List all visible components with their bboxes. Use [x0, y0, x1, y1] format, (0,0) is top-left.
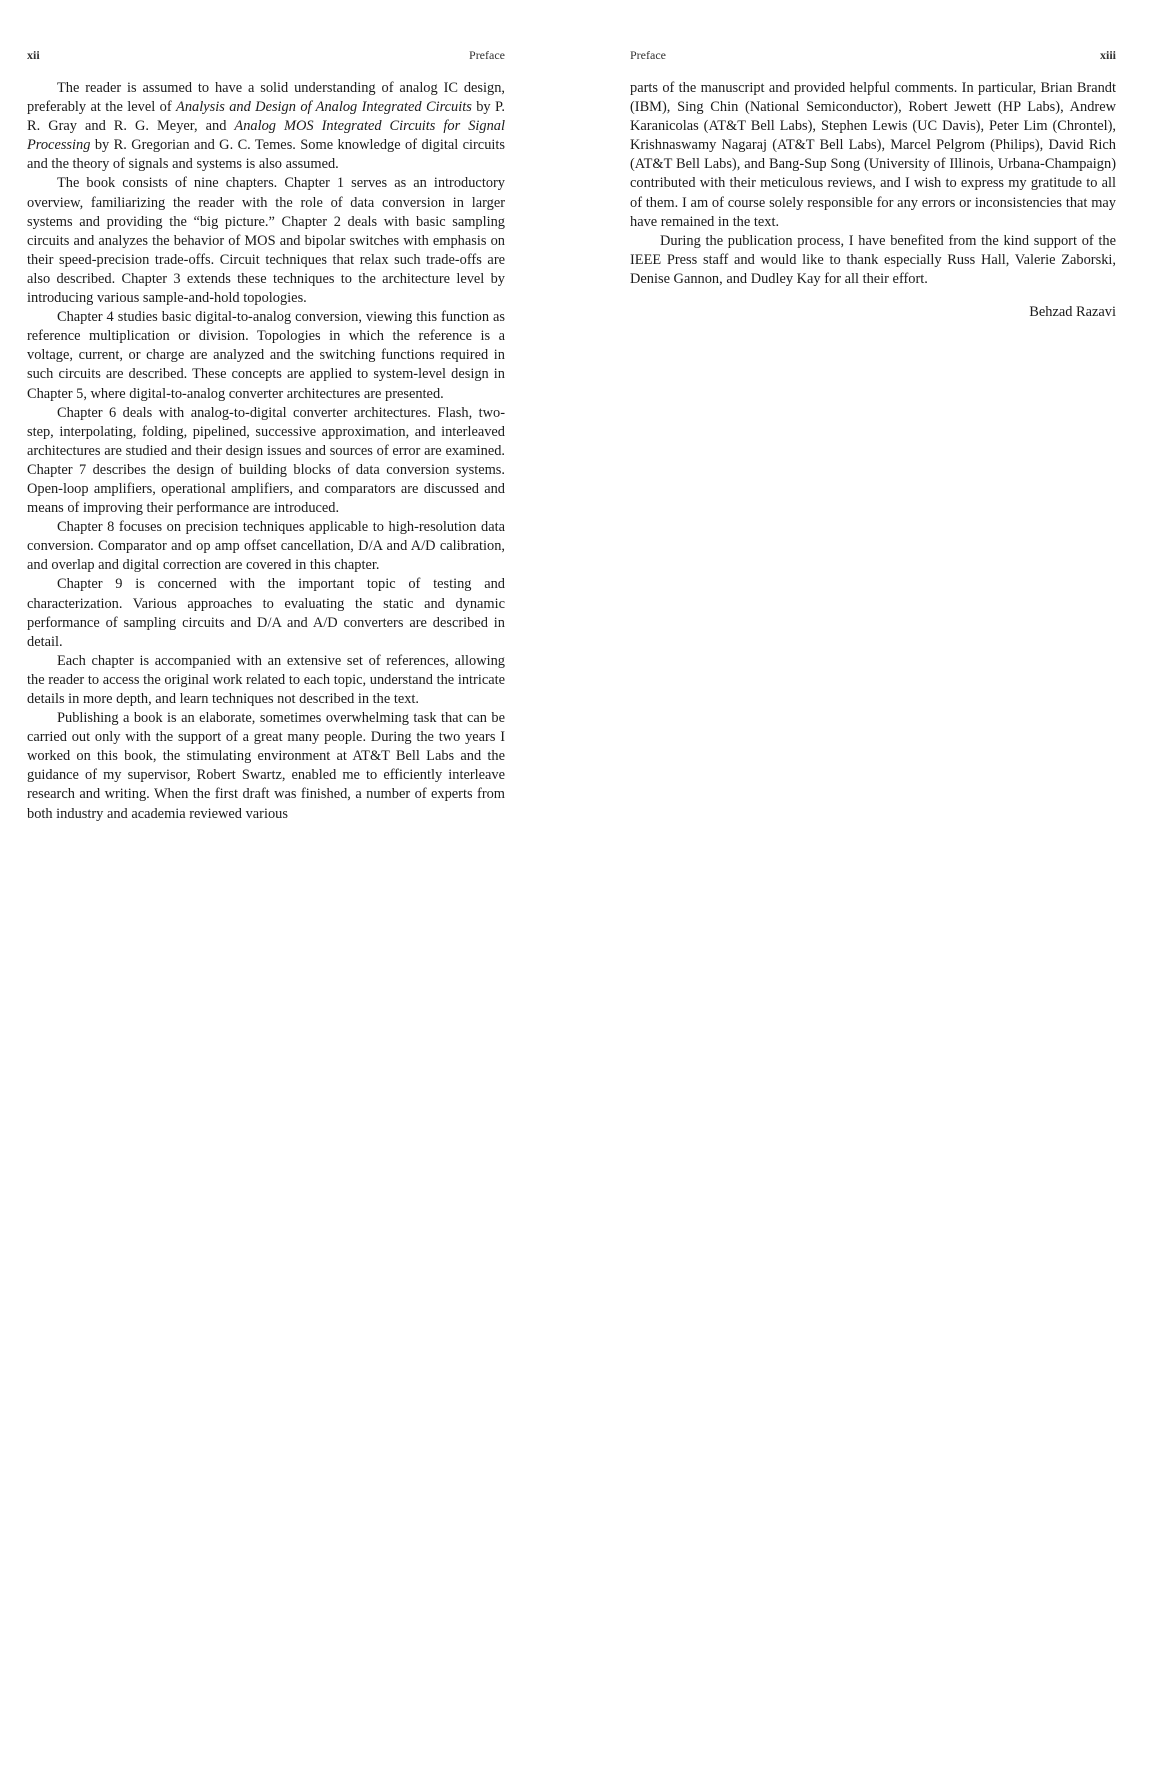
running-head-right — [630, 48, 1116, 64]
page-number-left: xii — [27, 48, 40, 62]
paragraph-6: Chapter 9 is concerned with the important topic of testing and characterization. Various approaches to evaluating the static and dynamic performance of sampling circuits and D/A and A/D converters are described in detail. — [27, 576, 505, 650]
running-title-right: Preface — [630, 48, 666, 62]
right-page-body — [630, 79, 1116, 322]
paragraph-8: Publishing a book is an elaborate, sometimes overwhelming task that can be carried out only with the support of a great many people. During the two years I worked on this book, the stimulating environment at AT&T Bell Labs and the guidance of my supervisor, Robert Swartz, enabled me to efficiently interleave research and writing. When the first draft was finished, a number of experts from both industry and academia reviewed various — [27, 710, 505, 822]
paragraph-3: Chapter 4 studies basic digital-to-analog conversion, viewing this function as reference multiplication or division. Topologies in which the reference is a voltage, current, or charge are analyzed and the switching functions required in such circuits are described. These concepts are applied to system-level design in Chapter 5, where digital-to-analog converter architectures are presented. — [27, 309, 505, 402]
paragraph-7: Each chapter is accompanied with an extensive set of references, allowing the reader to access the original work related to each topic, understand the intricate details in more depth, and learn techniques not described in the text. — [27, 652, 505, 707]
paragraph-acknowledgment: During the publication process, I have benefited from the kind support of the IEEE Press staff and would like to thank especially Russ Hall, Valerie Zaborski, Denise Gannon, and Dudley Kay for all their effort. — [630, 232, 1116, 287]
left-page-body — [27, 79, 505, 824]
page-number-right: xiii — [1099, 48, 1116, 62]
running-head-left — [27, 48, 505, 64]
paragraph-4: Chapter 6 deals with analog-to-digital converter architectures. Flash, two-step, interpolating, folding, pipelined, successive approximation, and interleaved architectures are studied and their design issues and sources of error are examined. Chapter 7 describes the design of building blocks of data conversion systems. Open-loop amplifiers, operational amplifiers, and comparators are discussed and means of improving their performance are introduced. — [27, 404, 505, 517]
paragraph-1-part-3: by R. Gregorian and G. C. Temes. Some knowledge of digital circuits and the theory of signals and systems is also assumed. — [27, 137, 505, 173]
paragraph-5: Chapter 8 focuses on precision techniques applicable to high-resolution data conversion. Comparator and op amp offset cancellation, D/A and A/D calibration, and overlap and digital correction are covered in this chapter. — [27, 519, 505, 574]
book-title-gregorian-temes: Analog MOS Integrated Circuits for Signal Processing — [27, 118, 505, 154]
author-signature: Behzad Razavi — [1029, 304, 1116, 321]
paragraph-1-part-1: The reader is assumed to have a solid understanding of analog IC design, preferably at the level of — [27, 80, 505, 116]
book-title-gray-meyer: Analysis and Design of Analog Integrated Circuits — [176, 99, 472, 116]
paragraph-continued: parts of the manuscript and provided helpful comments. In particular, Brian Brandt (IBM), Sing Chin (National Semiconductor), Robert Jewett (HP Labs), Andrew Karanicolas (AT&T Bell Labs), Stephen Lewis (UC Davis), Peter Lim (Chrontel), Krishnaswamy Nagaraj (AT&T Bell Labs), Marcel Pelgrom (Philips), David Rich (AT&T Bell Labs), and Bang-Sup Song (University of Illinois, Urbana-Champaign) contributed with their meticulous reviews, and I wish to express my gratitude to all of them. I am of course solely responsible for any errors or inconsistencies that may have remained in the text. — [630, 80, 1116, 230]
running-title-left: Preface — [469, 48, 505, 62]
paragraph-2: The book consists of nine chapters. Chapter 1 serves as an introductory overview, familiarizing the reader with the role of data conversion in larger systems and providing the “big picture.” Chapter 2 deals with basic sampling circuits and analyzes the behavior of MOS and bipolar switches with emphasis on their speed-precision trade-offs. Circuit techniques that relax such trade-offs are also described. Chapter 3 extends these techniques to the architecture level by introducing various sample-and-hold topologies. — [27, 175, 505, 307]
paragraph-1-part-2: by P. R. Gray and R. G. Meyer, and — [27, 99, 506, 135]
paragraph-1 — [27, 79, 505, 174]
